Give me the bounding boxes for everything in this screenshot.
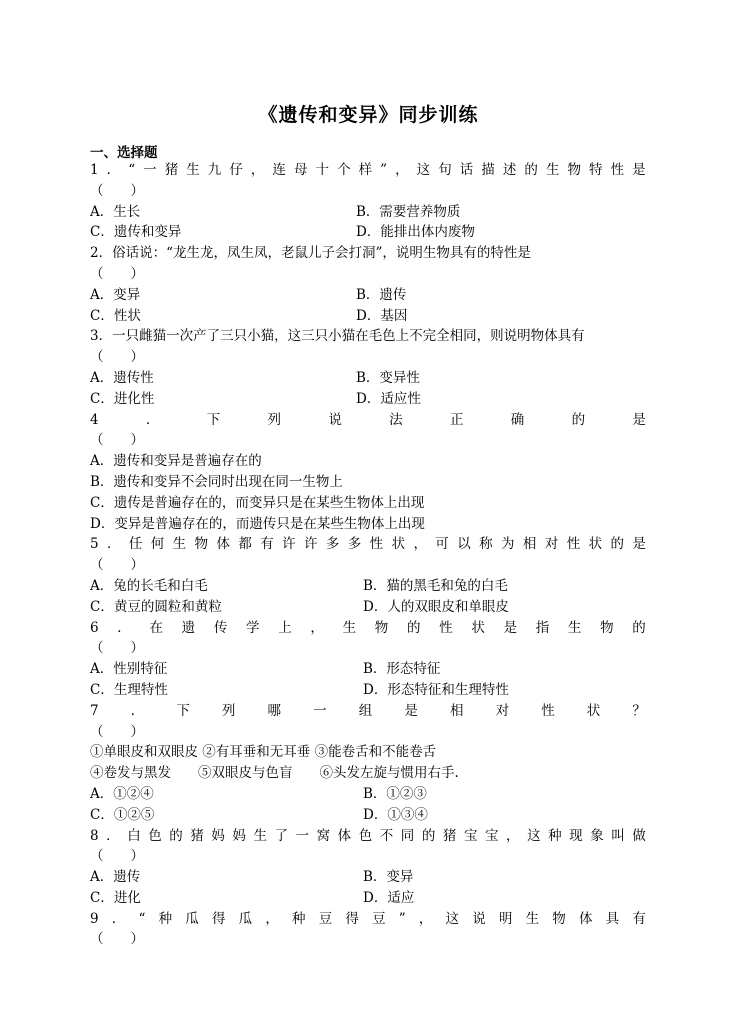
stem-char: 色 <box>148 827 162 844</box>
stem-char: 可 <box>435 536 449 553</box>
stem-char: 对 <box>495 702 510 719</box>
stem-char: 体 <box>216 536 230 553</box>
option-item: D．人的双眼皮和单眼皮 <box>363 598 509 615</box>
option-row <box>90 659 646 680</box>
option-row <box>90 867 646 888</box>
stem-char: 是 <box>632 162 646 178</box>
option-row <box>90 285 646 306</box>
stem-char: 的 <box>571 411 586 428</box>
option-row <box>90 306 646 327</box>
stem-char: 不 <box>379 827 394 844</box>
option-item: D．适应 <box>363 889 415 906</box>
stem-char: 许 <box>282 536 296 553</box>
stem-char: 生 <box>253 827 267 844</box>
stem-char: 下 <box>176 702 190 719</box>
stem-char: 上 <box>278 619 292 636</box>
option-item: B．①②③ <box>363 785 427 802</box>
option-item: A．变异 <box>90 286 141 303</box>
stem-char: 句 <box>438 162 452 178</box>
stem-char: 称 <box>479 536 493 553</box>
option-item: D．变异是普遍存在的，而遗传只是在某些生物体上出现 <box>90 515 425 532</box>
stem-char: 样 <box>358 162 373 178</box>
page-title: 《遗传和变异》同步训练 <box>258 104 479 126</box>
stem-char: 叫 <box>611 827 625 844</box>
stem-char: 得 <box>345 910 359 927</box>
stem-char: 特 <box>589 162 603 178</box>
stem-char: 宝 <box>484 827 499 844</box>
option-item: A．生长 <box>90 203 141 220</box>
question-stem <box>90 826 646 847</box>
option-item: B．遗传 <box>356 286 407 303</box>
question-note: ①单眼皮和双眼皮 ②有耳垂和无耳垂 ③能卷舌和不能卷舌 <box>90 744 437 761</box>
question-stem <box>90 410 646 431</box>
stem-char: 白 <box>127 827 141 844</box>
stem-char: 7 <box>90 702 99 719</box>
stem-char: 物 <box>552 910 566 927</box>
stem-char: ． <box>106 827 120 844</box>
stem-char: ． <box>130 702 145 719</box>
stem-char: 一 <box>313 702 327 719</box>
stem-char: 九 <box>207 162 222 178</box>
option-item: B．变异 <box>363 869 414 886</box>
answer-paren: （ ） <box>90 640 144 657</box>
stem-char: 现 <box>569 827 583 844</box>
stem-char: 说 <box>328 411 342 428</box>
stem-char: 仔 <box>229 162 243 178</box>
stem-char: 十 <box>315 162 330 178</box>
option-item: A．兔的长毛和白毛 <box>90 577 208 594</box>
answer-paren: （ ） <box>90 848 144 865</box>
stem-char: 物 <box>374 619 389 636</box>
question-stem <box>90 534 646 555</box>
option-row <box>90 680 646 701</box>
option-row <box>90 202 646 223</box>
stem-char: “ <box>128 162 136 178</box>
option-item: A．遗传和变异是普遍存在的 <box>90 453 262 470</box>
answer-paren: （ ） <box>90 182 144 199</box>
stem-char: 组 <box>358 702 373 719</box>
option-item: C．黄豆的圆粒和黄粒 <box>90 598 222 615</box>
stem-char: 正 <box>449 411 464 428</box>
stem-char: 的 <box>169 827 183 844</box>
stem-char: 生 <box>525 910 540 927</box>
answer-paren: （ ） <box>90 432 144 449</box>
stem-char: 生 <box>545 162 560 178</box>
option-row <box>90 389 646 410</box>
answer-paren: （ ） <box>90 931 144 948</box>
stem-char: 有 <box>632 910 646 927</box>
stem-char: 妈 <box>232 827 246 844</box>
stem-char: ， <box>413 536 427 553</box>
stem-char: 母 <box>293 162 308 178</box>
stem-char: 生 <box>172 536 187 553</box>
stem-char: 5 <box>90 536 99 553</box>
stem-char: 种 <box>548 827 562 844</box>
stem-char: 瓜 <box>238 910 253 927</box>
stem-char: 8 <box>90 827 99 844</box>
stem-char: 述 <box>502 162 517 178</box>
stem-char: 对 <box>544 536 559 553</box>
question-stem <box>90 160 646 181</box>
stem-char: 猪 <box>164 162 179 178</box>
stem-char: ， <box>250 162 265 178</box>
option-item: D．①③④ <box>363 806 428 823</box>
stem-char: 性 <box>610 162 625 178</box>
option-item: A．①②④ <box>90 785 154 802</box>
answer-paren: （ ） <box>90 265 144 282</box>
stem-char: 都 <box>238 536 252 553</box>
stem-char: ． <box>111 910 126 927</box>
stem-char: 传 <box>213 619 228 636</box>
stem-char: 生 <box>567 619 582 636</box>
stem-char: 相 <box>522 536 537 553</box>
option-item: B．猫的黑毛和兔的白毛 <box>363 577 508 594</box>
stem-char: 遗 <box>181 619 196 636</box>
answer-paren: （ ） <box>90 557 144 574</box>
option-item: C．遗传是普遍存在的，而变异只是在某些生物体上出现 <box>90 494 425 511</box>
stem-char: 同 <box>400 827 415 844</box>
option-row <box>90 222 646 243</box>
stem-char: 状 <box>586 702 601 719</box>
stem-char: ， <box>265 910 279 927</box>
stem-char: 是 <box>503 619 518 636</box>
stem-char: ” <box>380 162 388 178</box>
question-stem <box>90 618 646 639</box>
stem-char: 瓜 <box>185 910 199 927</box>
stem-char: 这 <box>445 910 460 927</box>
stem-char: 象 <box>590 827 604 844</box>
stem-char: 的 <box>610 536 624 553</box>
option-item: A．性别特征 <box>90 661 168 678</box>
stem-char: 宝 <box>463 827 478 844</box>
stem-char: 种 <box>158 910 173 927</box>
stem-char: ， <box>395 162 409 178</box>
option-row <box>90 368 646 389</box>
stem-char: 的 <box>421 827 436 844</box>
stem-char: 以 <box>457 536 471 553</box>
stem-char: 猪 <box>442 827 457 844</box>
option-item: D．适应性 <box>356 390 421 407</box>
option-item: C．性状 <box>90 307 141 324</box>
option-item: C．①②⑤ <box>90 806 155 823</box>
stem-char: 是 <box>404 702 418 719</box>
stem-char: 何 <box>150 536 165 553</box>
stem-char: 物 <box>600 619 614 636</box>
option-item: B．变异性 <box>356 369 420 386</box>
option-row <box>90 888 646 909</box>
stem-char: 这 <box>527 827 541 844</box>
stem-char: 状 <box>471 619 485 636</box>
question-list <box>90 160 646 950</box>
stem-char: 学 <box>246 619 260 636</box>
option-item: A．遗传性 <box>90 369 154 386</box>
option-item: C．遗传和变异 <box>90 224 182 241</box>
answer-paren: （ ） <box>90 349 144 366</box>
option-item: C．进化性 <box>90 390 155 407</box>
stem-char: 种 <box>292 910 306 927</box>
stem-char: 为 <box>501 536 515 553</box>
stem-char: ． <box>106 536 121 553</box>
stem-char: 有 <box>260 536 274 553</box>
stem-char: 是 <box>632 411 646 428</box>
stem-char: 许 <box>304 536 318 553</box>
stem-char: 猪 <box>190 827 204 844</box>
stem-char: ？ <box>632 702 646 719</box>
stem-char: 色 <box>358 827 373 844</box>
stem-char: 体 <box>337 827 352 844</box>
stem-char: 性 <box>541 702 555 719</box>
stem-char: ． <box>117 619 131 636</box>
stem-char: 性 <box>566 536 581 553</box>
stem-char: ， <box>418 910 433 927</box>
stem-char: 窝 <box>316 827 331 844</box>
stem-char: 列 <box>267 411 282 428</box>
stem-char: “ <box>138 910 146 927</box>
stem-char: 描 <box>481 162 495 178</box>
stem-char: 豆 <box>372 910 386 927</box>
stem-char: 状 <box>391 536 406 553</box>
stem-char: 物 <box>194 536 209 553</box>
option-item: B．形态特征 <box>363 661 441 678</box>
stem-char: 下 <box>206 411 221 428</box>
stem-char: 任 <box>128 536 143 553</box>
stem-char: 话 <box>459 162 474 178</box>
option-item: D．能排出体内废物 <box>356 224 475 241</box>
option-row <box>90 597 646 618</box>
option-item: B．需要营养物质 <box>356 203 461 220</box>
option-item: C．生理特性 <box>90 681 168 698</box>
stem-char: 哪 <box>267 702 282 719</box>
stem-char: 生 <box>186 162 200 178</box>
option-item: C．进化 <box>90 889 141 906</box>
stem-text: 3．一只雌猫一次产了三只小猫，这三只小猫在毛色上不完全相同，则说明物体具有 <box>90 328 585 345</box>
stem-char: 一 <box>295 827 310 844</box>
stem-char: 一 <box>143 162 157 178</box>
question-stem <box>90 243 646 264</box>
stem-char: 多 <box>325 536 340 553</box>
stem-char: 了 <box>274 827 289 844</box>
stem-char: 明 <box>498 910 513 927</box>
stem-char: 豆 <box>318 910 333 927</box>
option-row <box>90 576 646 597</box>
stem-char: 在 <box>149 619 163 636</box>
stem-char: 体 <box>578 910 593 927</box>
stem-char: ， <box>506 827 520 844</box>
stem-char: ． <box>106 162 121 178</box>
stem-char: 个 <box>337 162 351 178</box>
stem-char: 相 <box>449 702 464 719</box>
stem-char: 连 <box>272 162 286 178</box>
stem-char: 生 <box>342 619 357 636</box>
stem-char: 状 <box>588 536 603 553</box>
option-item: D．形态特征和生理特性 <box>363 681 509 698</box>
stem-char: 的 <box>524 162 538 178</box>
stem-char: 9 <box>90 910 99 927</box>
stem-char: 1 <box>90 162 99 178</box>
stem-char: 多 <box>347 536 362 553</box>
stem-char: 这 <box>416 162 431 178</box>
stem-char: ” <box>398 910 406 927</box>
question-stem <box>90 326 646 347</box>
question-note: ④卷发与黑发 ⑤双眼皮与色盲 ⑥头发左旋与惯用右手. <box>90 765 459 782</box>
answer-paren: （ ） <box>90 723 144 740</box>
stem-char: ． <box>145 411 160 428</box>
stem-char: 确 <box>510 411 525 428</box>
option-item: D．基因 <box>356 307 408 324</box>
stem-char: 做 <box>632 827 646 844</box>
option-row <box>90 784 646 805</box>
stem-char: 性 <box>439 619 453 636</box>
stem-char: 性 <box>369 536 384 553</box>
stem-char: 的 <box>406 619 421 636</box>
question-stem <box>90 909 646 930</box>
stem-char: 的 <box>632 619 646 636</box>
stem-char: ， <box>310 619 324 636</box>
stem-char: 说 <box>472 910 486 927</box>
stem-char: 妈 <box>211 827 225 844</box>
stem-char: 是 <box>632 536 646 553</box>
question-stem <box>90 701 646 722</box>
stem-char: 得 <box>211 910 226 927</box>
stem-char: 指 <box>535 619 550 636</box>
stem-char: 物 <box>567 162 581 178</box>
stem-text: 2．俗话说：“龙生龙，凤生凤，老鼠儿子会打洞”，说明生物具有的特性是 <box>90 245 531 262</box>
stem-char: 4 <box>90 411 99 428</box>
section-heading: 一、选择题 <box>90 145 158 161</box>
stem-char: 法 <box>389 411 403 428</box>
stem-char: 列 <box>221 702 236 719</box>
option-item: B．遗传和变异不会同时出现在同一生物上 <box>90 473 343 490</box>
stem-char: 6 <box>90 619 99 636</box>
stem-char: 具 <box>605 910 620 927</box>
option-row <box>90 805 646 826</box>
option-item: A．遗传 <box>90 869 141 886</box>
